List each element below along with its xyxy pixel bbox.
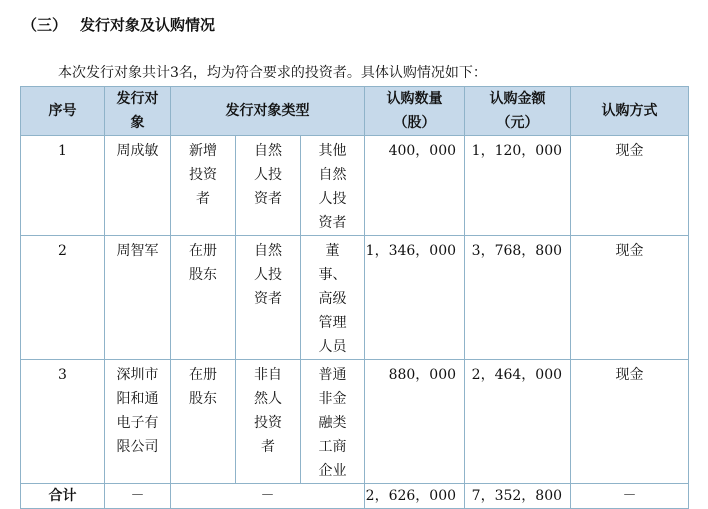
cell-seq: 1 [21,136,105,236]
section-heading [22,14,215,35]
table-row [21,136,689,236]
cell-qty: 400，000 [365,136,465,236]
cell-type-2: 非自然人投资者 [236,360,301,484]
cell-type-2: 自然人投资者 [236,236,301,360]
cell-type-1: 在册股东 [171,236,236,360]
cell-method: 现金 [571,136,689,236]
total-name: － [105,484,171,509]
subscription-table [20,86,689,509]
table-row [21,236,689,360]
cell-type-3: 普通非金融类工商企业 [301,360,365,484]
cell-seq: 3 [21,360,105,484]
cell-amount: 2，464，000 [465,360,571,484]
cell-name: 深圳市阳和通电子有限公司 [105,360,171,484]
total-row [21,484,689,509]
total-qty: 2，626，000 [365,484,465,509]
cell-type-3: 其他自然人投资者 [301,136,365,236]
cell-method: 现金 [571,236,689,360]
cell-type-1: 在册股东 [171,360,236,484]
header-seq: 序号 [21,87,105,136]
section-number: （三） [22,16,68,34]
total-method: － [571,484,689,509]
cell-qty: 1，346，000 [365,236,465,360]
cell-name: 周成敏 [105,136,171,236]
table-row [21,360,689,484]
total-type: － [171,484,365,509]
table-header-row [21,87,689,136]
cell-qty: 880，000 [365,360,465,484]
header-amount: 认购金额（元） [465,87,571,136]
section-title: 发行对象及认购情况 [80,16,216,34]
cell-method: 现金 [571,360,689,484]
intro-paragraph: 本次发行对象共计3名，均为符合要求的投资者。具体认购情况如下： [58,65,487,81]
cell-amount: 3，768，800 [465,236,571,360]
cell-seq: 2 [21,236,105,360]
header-qty: 认购数量（股） [365,87,465,136]
cell-type-1: 新增投资者 [171,136,236,236]
header-target: 发行对象 [105,87,171,136]
cell-name: 周智军 [105,236,171,360]
cell-type-2: 自然人投资者 [236,136,301,236]
total-label: 合计 [21,484,105,509]
header-method: 认购方式 [571,87,689,136]
cell-amount: 1，120，000 [465,136,571,236]
total-amount: 7，352，800 [465,484,571,509]
header-type: 发行对象类型 [171,87,365,136]
cell-type-3: 董事、高级管理人员 [301,236,365,360]
